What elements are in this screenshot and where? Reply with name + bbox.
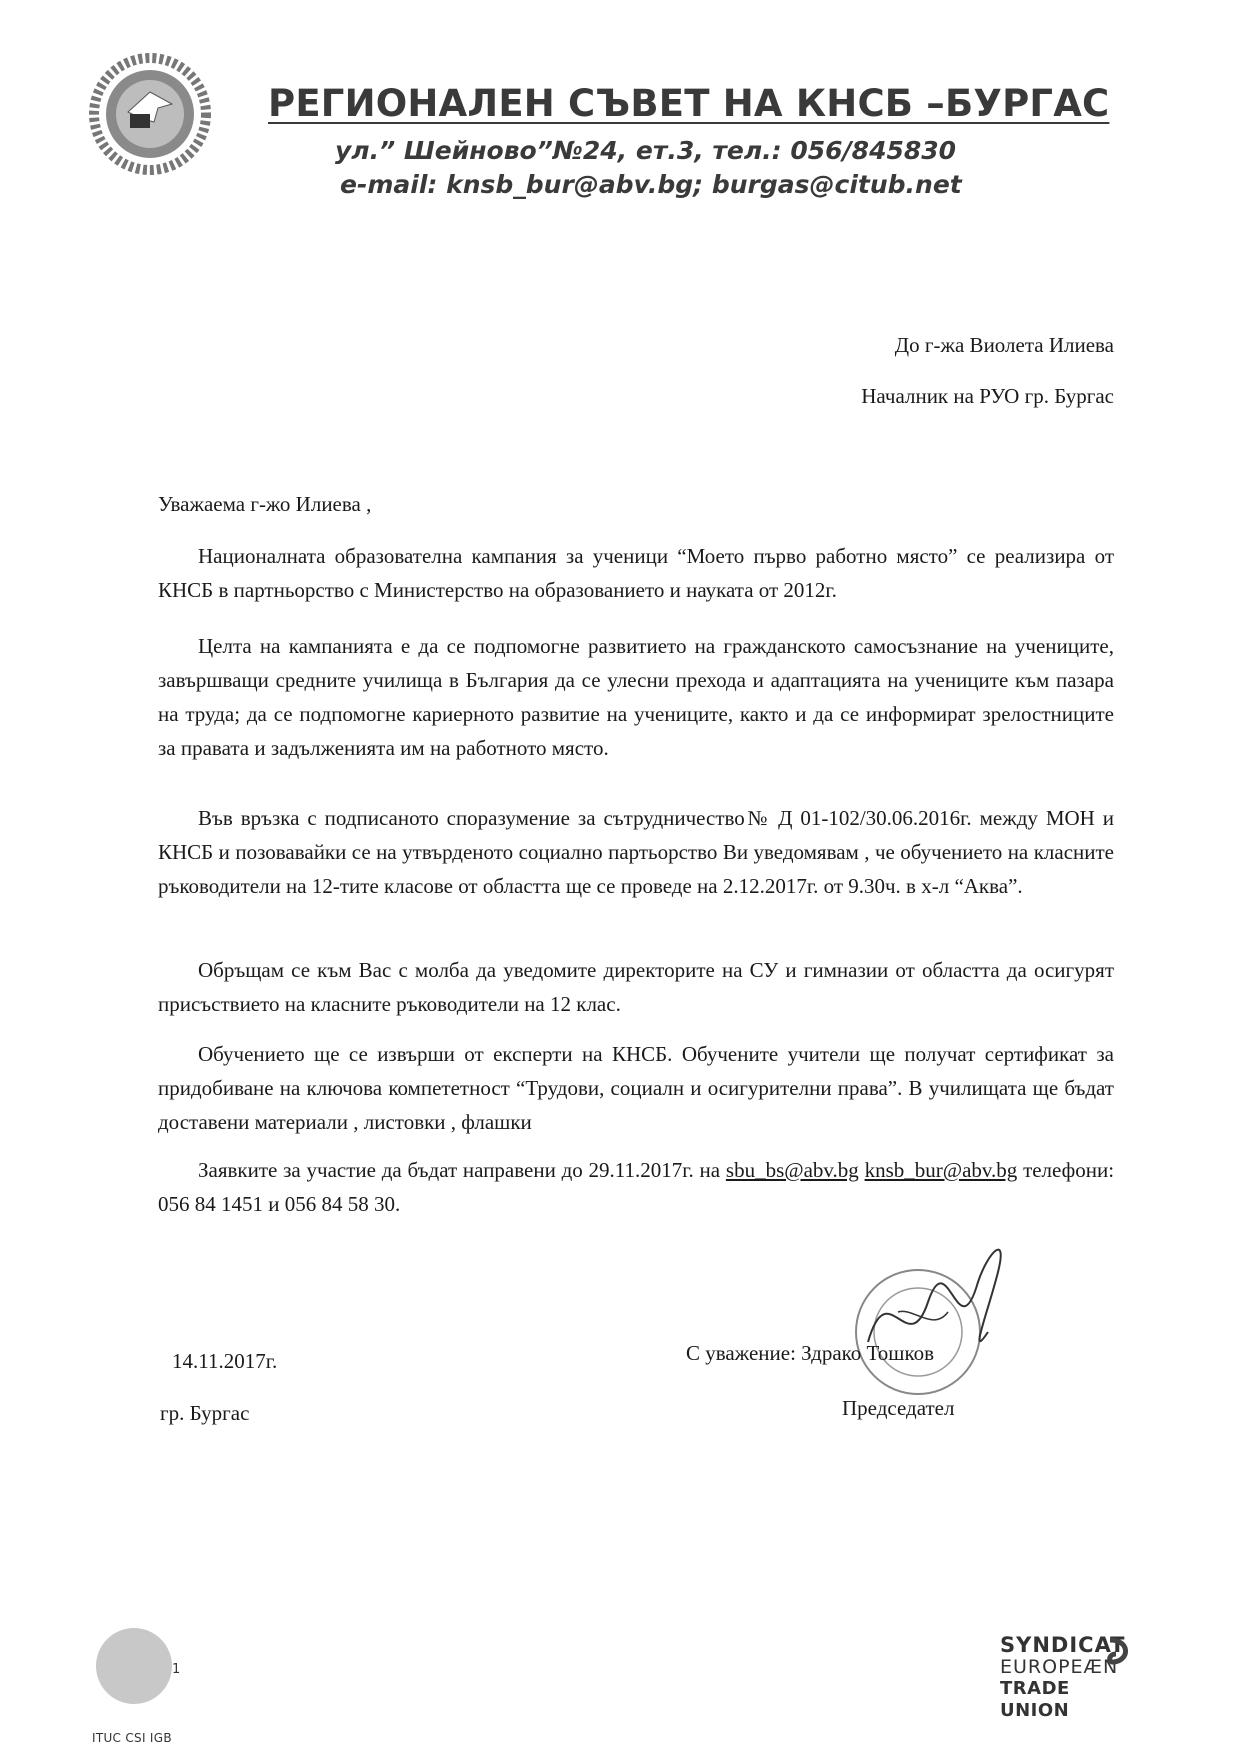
ituc-mark: 1 [172,1662,181,1677]
paragraph-text: Обръщам се към Вас с молба да уведомите директорите на СУ и гимназии от областта да осигурят присъствието на класните ръководители на 12 клас. [158,958,1114,1016]
paragraph-goal [158,629,1114,765]
paragraph-text: Във връзка с подписаното споразумение за сътрудничество№ Д 01-102/30.06.2016г. между МОН и КНСБ и позовавайки се на утвърденото социално партьорство Ви уведомявам , че обучението на класните ръководители на 12-тите класове от областта ще се проведе на 2.12.2017г. от 9.30ч. в х-л “Аква”. [158,806,1114,898]
organization-logo [88,52,212,176]
letter-date: 14.11.2017г. [172,1349,278,1373]
paragraph-applications [158,1153,1114,1221]
email-link-sbu[interactable]: sbu_bs@abv.bg [725,1158,859,1182]
paragraph-text: телефони: 056 84 1451 и 056 84 58 30. [158,1158,1115,1216]
email-link-knsb[interactable]: knsb_bur@abv.bg [864,1158,1018,1182]
stamp-signature [838,1212,1018,1412]
paragraph-text: Заявките за участие да бъдат направени до 29.11.2017г. на [198,1158,721,1182]
signature-line: С уважение: Здрако Тошков [686,1341,935,1365]
etuc-logo [980,1633,1130,1721]
paragraph-agreement [158,801,1114,903]
paragraph-training [158,1037,1114,1139]
paragraph-campaign [158,539,1114,607]
salutation: Уважаема г-жо Илиева , [158,492,372,516]
addressee-position: Началник на РУО гр. Бургас [861,384,1114,408]
etuc-line1: SYNDICAT [1000,1633,1126,1657]
organization-email: e-mail: knsb_bur@abv.bg; burgas@citub.net [340,170,962,199]
signer-role: Председател [842,1396,955,1420]
letter-city: гр. Бургас [160,1401,250,1425]
addressee-name: До г-жа Виолета Илиева [894,333,1114,357]
organization-address: ул.” Шейново”№24, ет.3, тел.: 056/845830 [335,136,957,165]
organization-title: РЕГИОНАЛЕН СЪВЕТ НА КНСБ –БУРГАС [268,82,1110,125]
paragraph-text: Обучението ще се извърши от експерти на КНСБ. Обучените учители ще получат сертификат за придобиване на ключова компететност “Трудови, социалн и осигурителни права”. В училищата ще бъдат доставени материали , листовки , флашки [158,1042,1114,1134]
paragraph-text: Целта на кампанията е да се подпомогне развитието на гражданското самосъзнание на учениците, завършващи средните училища в България да се улесни прехода и адаптацията на учениците към пазара на труда; да се подпомогне кариерното развитие на учениците, както и да се информират зрелостниците за правата и задълженията им на работното място. [158,634,1114,760]
etuc-swirl-icon [1104,1636,1132,1676]
etuc-line3: TRADE UNION [1000,1678,1070,1721]
ituc-logo-text: ITUC CSI IGB [92,1731,172,1745]
ituc-logo-icon [96,1628,172,1704]
paragraph-text: Националната образователна кампания за ученици “Моето първо работно място” се реализира от КНСБ в партньорство с Министерство на образованието и науката от 2012г. [158,544,1114,602]
etuc-line2: EUROPEÆN [1000,1656,1119,1678]
paragraph-request [158,953,1114,1021]
